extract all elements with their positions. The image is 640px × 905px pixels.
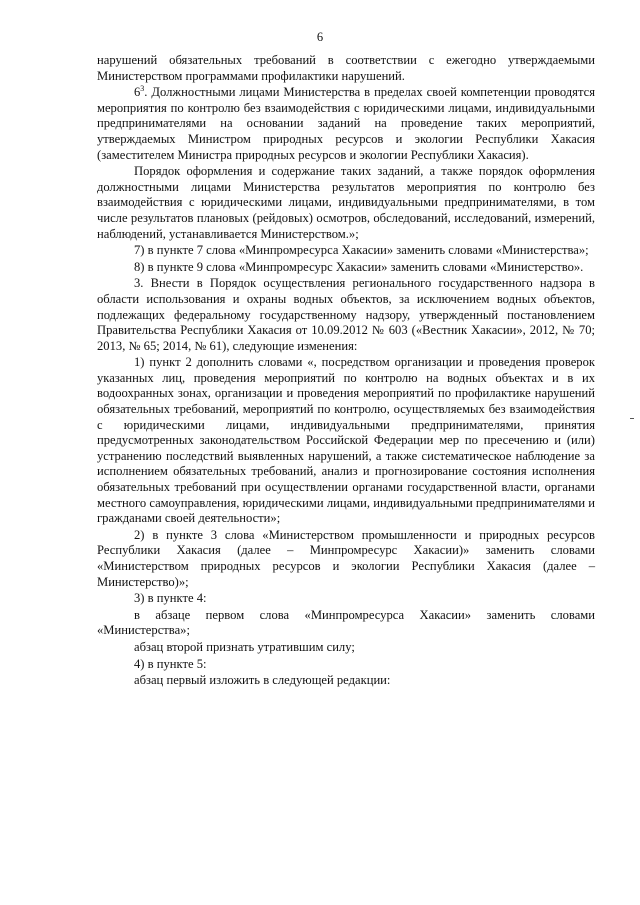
paragraph: Порядок оформления и содержание таких заданий, а также порядок оформления должностными лицами Министерства результатов мероприятия по контролю без взаимодействия с юридическими лицами, индивидуальными предпринимателями, в том числе результатов плановых (рейдовых) осмотров, обследований, исследований, измерений, наблюдений, устанавливается Министерством.»; [97,164,595,241]
scan-margin-mark [630,418,634,419]
paragraph-item-6-3 [97,85,595,163]
paragraph: в абзаце первом слова «Минпромресурса Хакасии» заменить словами «Министерства»; [97,607,595,638]
item-number: 6 [134,85,141,100]
page-number: 6 [316,30,324,44]
item-text: . Должностными лицами Министерства в пределах своей компетенции проводятся мероприятия по контролю без взаимодействия с юридическими лицами, индивидуальными предпринимателями на основании заданий на проведение таких мероприятий, утверждаемых Министром природных ресурсов и экологии Республики Хакасия (заместителем Министра природных ресурсов и экологии Республики Хакасия). [97,85,595,162]
paragraph-continuation: нарушений обязательных требований в соответствии с ежегодно утверждаемыми Министерством программами профилактики нарушений. [97,53,595,83]
paragraph: 4) в пункте 5: [134,656,207,671]
paragraph: 7) в пункте 7 слова «Минпромресурса Хакасии» заменить словами «Министерства»; [134,243,589,258]
paragraph: 1) пункт 2 дополнить словами «, посредством организации и проведения проверок указанных лиц, проведения мероприятий по контролю на водных объектах и в их водоохранных зонах, организации и проведения мероприятий по профилактике нарушений обязательных требований, мероприятий по контролю, осуществляемых без взаимодействия с юридическими лицами, индивидуальными предпринимателями, принятия предусмотренных законодательством Российской Федерации мер по пресечению и (или) устранению последствий выявленных нарушений, а также систематическое наблюдение за исполнением обязательных требований, анализ и прогнозирование состояния исполнения обязательных требований при осуществлении органами государственной власти, органами местного самоуправления, юридическими лицами, индивидуальными предпринимателями и гражданами своей деятельности»; [97,355,595,526]
item-superscript: 3 [140,84,145,93]
paragraph: 3. Внести в Порядок осуществления регионального государственного надзора в области использования и охраны водных объектов, за исключением водных объектов, подлежащих федеральному государственному надзору, утвержденный постановлением Правительства Республики Хакасия от 10.09.2012 № 603 («Вестник Хакасии», 2012, № 70; 2013, № 65; 2014, № 61), следующие изменения: [97,276,595,353]
document-body [97,53,595,690]
paragraph: абзац второй признать утратившим силу; [134,639,355,654]
paragraph: 3) в пункте 4: [134,591,207,606]
paragraph: абзац первый изложить в следующей редакции: [134,673,391,688]
paragraph: 2) в пункте 3 слова «Министерством промышленности и природных ресурсов Республики Хакасия (далее – Минпромресурс Хакасии)» заменить словами «Министерством природных ресурсов и экологии Республики Хакасия (далее – Министерство)»; [97,527,595,589]
paragraph: 8) в пункте 9 слова «Минпромресурс Хакасии» заменить словами «Министерство». [134,259,584,274]
